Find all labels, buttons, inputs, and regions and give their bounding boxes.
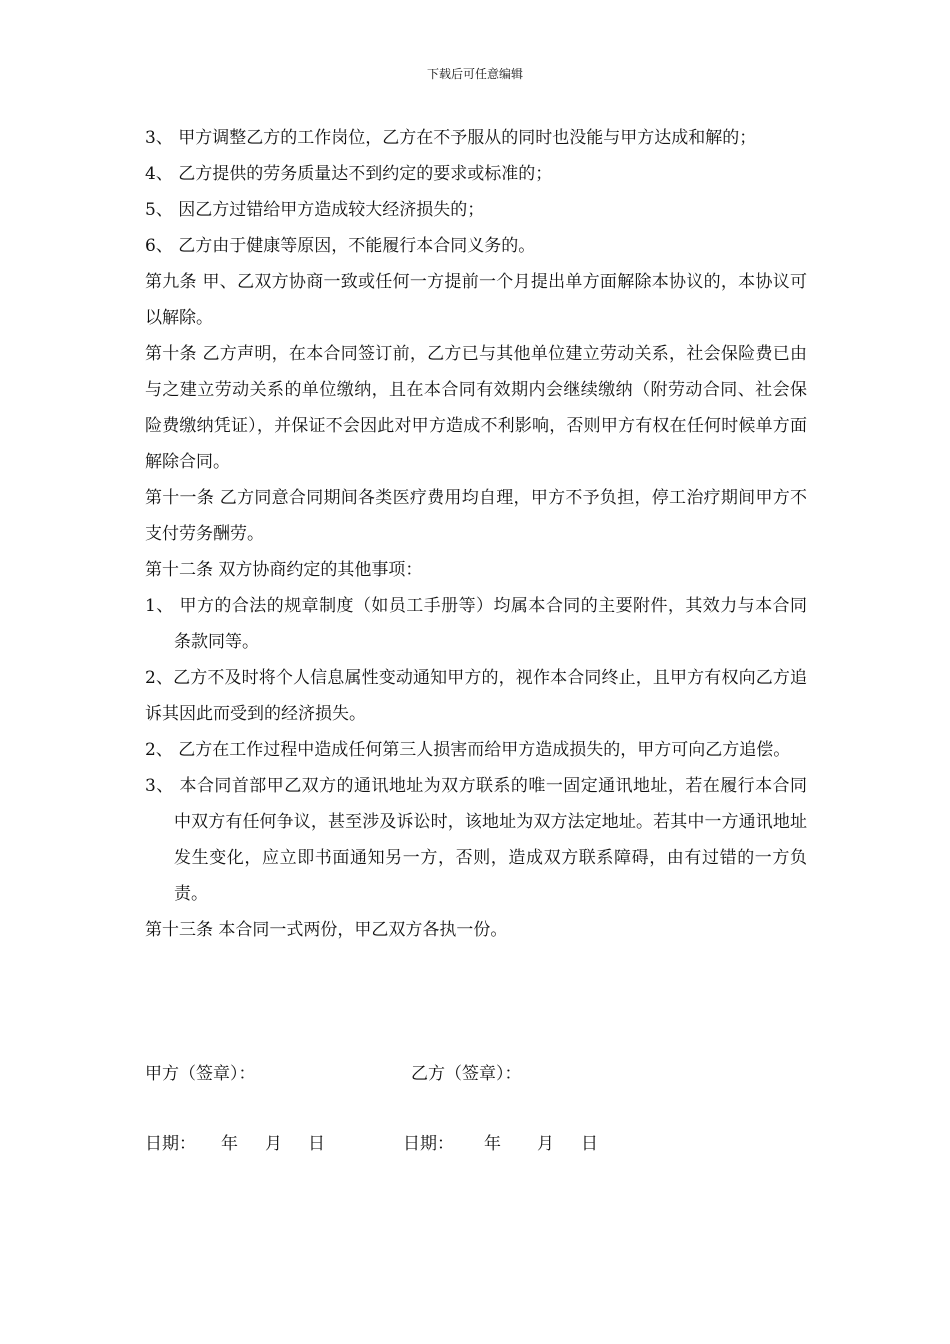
party-a-date-label: 日期： — [145, 1134, 196, 1154]
signature-row — [145, 1063, 522, 1129]
party-a-date-month: 月 — [265, 1134, 282, 1154]
clause-item: 3、 本合同首部甲乙双方的通讯地址为双方联系的唯一固定通讯地址，若在履行本合同中双方有任何争议，甚至涉及诉讼时，该地址为双方法定地址。若其中一方通讯地址发生变化，应立即书面通知另一方，否则，造成双方联系障碍，由有过错的一方负责。 — [145, 776, 807, 904]
clause-item: 5、 因乙方过错给甲方造成较大经济损失的； — [145, 200, 485, 220]
party-b-signature-label: 乙方（签章）： — [411, 1064, 522, 1084]
article-9: 第九条 甲、乙双方协商一致或任何一方提前一个月提出单方面解除本协议的，本协议可以解除。 — [145, 272, 807, 328]
clause-item: 2、 乙方在工作过程中造成任何第三人损害而给甲方造成损失的，甲方可向乙方追偿。 — [145, 740, 791, 760]
party-b-date-month: 月 — [537, 1134, 554, 1154]
party-a-signature-label: 甲方（签章）： — [145, 1064, 256, 1084]
clause-item: 1、 甲方的合法的规章制度（如员工手册等）均属本合同的主要附件，其效力与本合同条款同等。 — [145, 596, 807, 652]
party-b-date-day: 日 — [581, 1134, 598, 1154]
article-13: 第十三条 本合同一式两份，甲乙双方各执一份。 — [145, 920, 508, 940]
clause-item: 4、 乙方提供的劳务质量达不到约定的要求或标准的； — [145, 164, 553, 184]
party-b-date-year: 年 — [484, 1134, 501, 1154]
clause-item: 6、 乙方由于健康等原因，不能履行本合同义务的。 — [145, 236, 536, 256]
article-10: 第十条 乙方声明，在本合同签订前，乙方已与其他单位建立劳动关系，社会保险费已由与之建立劳动关系的单位缴纳，且在本合同有效期内会继续缴纳（附劳动合同、社会保险费缴纳凭证），并保证不会因此对甲方造成不利影响，否则甲方有权在任何时候单方面解除合同。 — [145, 344, 807, 472]
clause-item: 3、 甲方调整乙方的工作岗位，乙方在不予服从的同时也没能与甲方达成和解的； — [145, 128, 757, 148]
article-11: 第十一条 乙方同意合同期间各类医疗费用均自理，甲方不予负担，停工治疗期间甲方不支付劳务酬劳。 — [145, 488, 807, 544]
clause-item: 2、乙方不及时将个人信息属性变动通知甲方的，视作本合同终止，且甲方有权向乙方追诉其因此而受到的经济损失。 — [145, 668, 807, 724]
article-12-heading: 第十二条 双方协商约定的其他事项： — [145, 560, 423, 580]
contract-body — [145, 120, 807, 948]
party-b-date-label: 日期： — [403, 1134, 454, 1154]
party-a-date-day: 日 — [308, 1134, 325, 1154]
page-header-note: 下载后可任意编辑 — [426, 67, 523, 81]
party-a-date-year: 年 — [221, 1134, 238, 1154]
date-row — [145, 1133, 598, 1331]
